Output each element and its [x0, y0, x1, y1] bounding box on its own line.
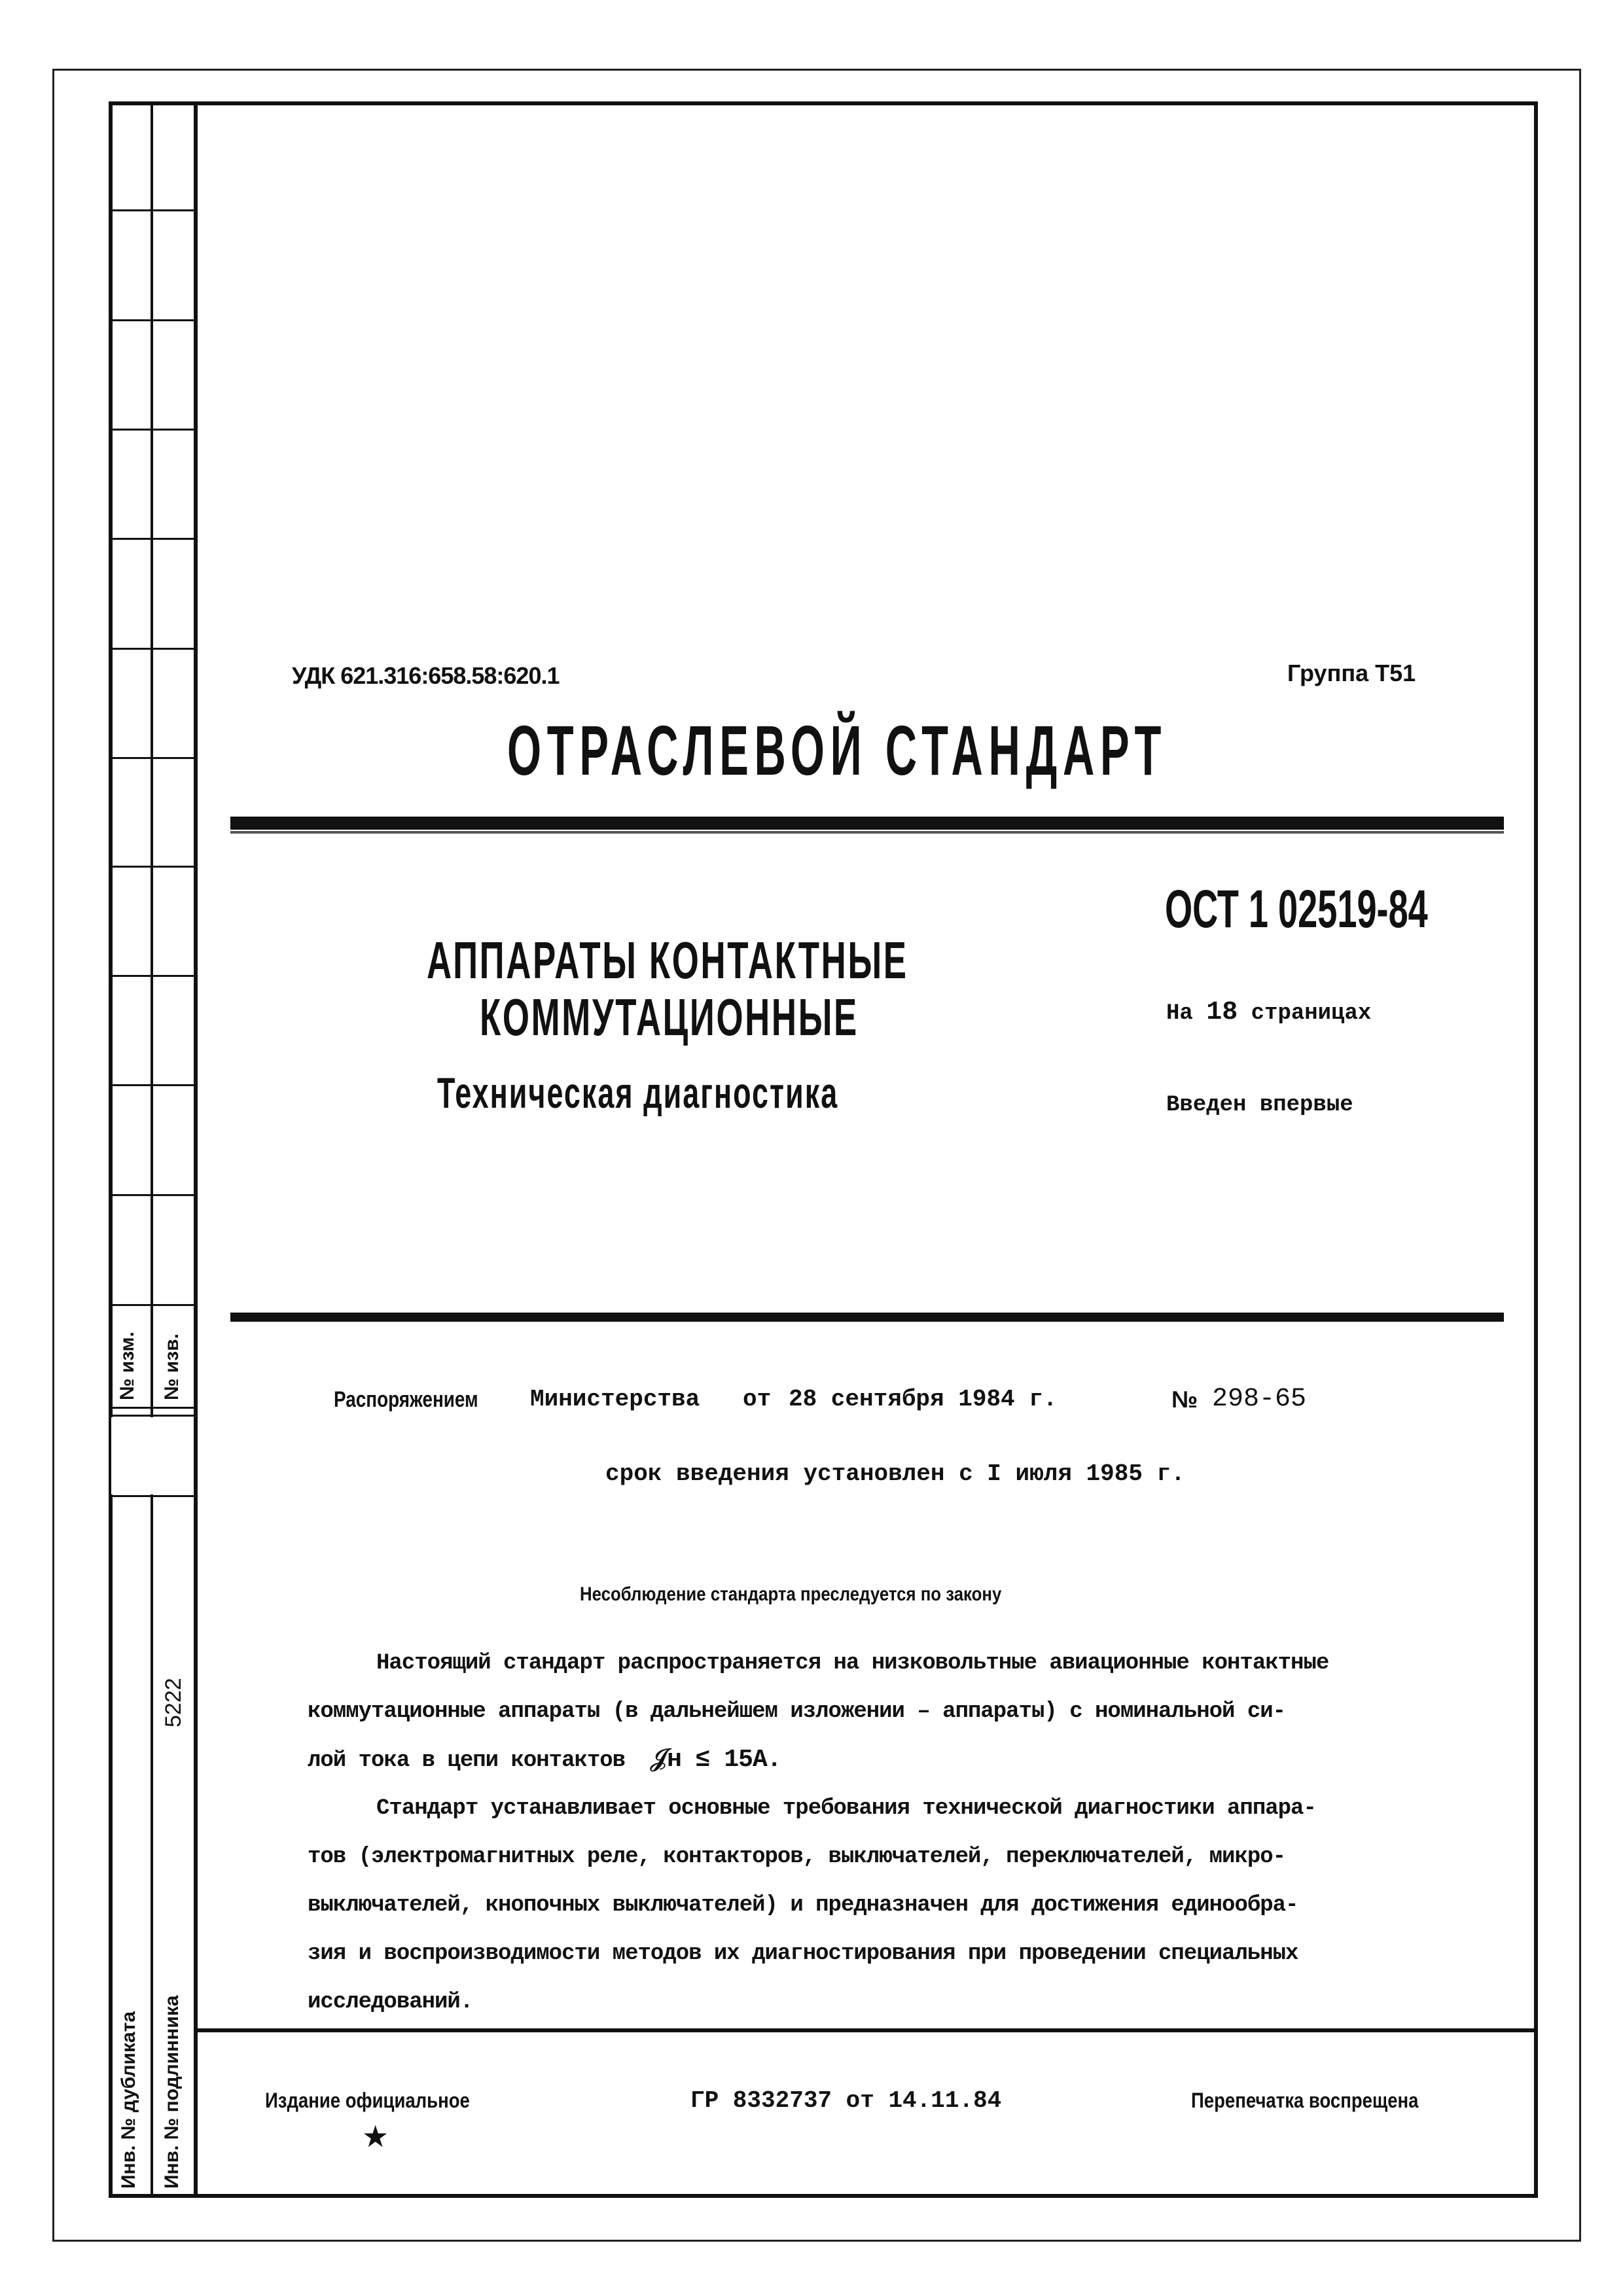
current-formula: 𝒥н ≤ 15А.	[650, 1746, 781, 1774]
paragraph-2-line-1: Стандарт устанавливает основные требования технической диагностики аппара-	[376, 1796, 1316, 1821]
doc-subtitle: Техническая диагностика	[437, 1069, 839, 1117]
doc-title-line1: АППАРАТЫ КОНТАКТНЫЕ	[427, 931, 908, 989]
doc-code: ОСТ 1 02519-84	[1165, 879, 1428, 939]
footer-rule	[195, 2028, 1538, 2032]
udk-code: УДК 621.316:658.58:620.1	[292, 662, 560, 689]
doc-pages-count: 18	[1206, 998, 1238, 1027]
legal-warning: Несоблюдение стандарта преследуется по закону	[580, 1583, 1002, 1605]
order-date: 28 сентября 1984 г.	[789, 1386, 1058, 1413]
sidebar-duplicate-inv: Инв. № дубликата	[118, 2011, 139, 2189]
paragraph-1-line-1: Настоящий стандарт распространяется на низковольтные авиационные контактные	[376, 1651, 1329, 1676]
sidebar-original-inv: Инв. № подлинника	[161, 1995, 183, 2189]
order-number-label: №	[1171, 1386, 1198, 1413]
order-ministry: Министерства	[530, 1386, 700, 1413]
edition-official: Издание официальное	[265, 2089, 470, 2112]
paragraph-1-line-3: лой тока в цепи контактов 𝒥н ≤ 15А.	[308, 1746, 781, 1774]
paragraph-1-line-2: коммутационные аппараты (в дальнейшем изложении – аппараты) с номинальной си-	[308, 1699, 1286, 1724]
order-from: от	[743, 1386, 772, 1413]
paragraph-2	[308, 1784, 1459, 2026]
bottom-rule	[230, 1313, 1504, 1322]
order-word: Распоряжением	[334, 1387, 478, 1412]
paragraph-2-line-4: зия и воспроизводимости методов их диагностирования при проведении специальных	[308, 1941, 1298, 1966]
paragraph-2-line-2: тов (электромагнитных реле, контакторов, выключателей, переключателей, микро-	[308, 1845, 1286, 1869]
paragraph-1	[308, 1639, 1459, 1785]
sidebar-notice-no: № изв.	[161, 1333, 183, 1400]
sidebar-change-no: № изм.	[116, 1332, 138, 1400]
paragraph-2-line-3: выключателей, кнопочных выключателей) и предназначен для достижения единообра-	[308, 1893, 1298, 1918]
effective-date: срок введения установлен с I июля 1985 г.	[605, 1460, 1185, 1487]
doc-title-line2: КОММУТАЦИОННЫЕ	[480, 988, 859, 1046]
sidebar-original-inv-value: 5222	[161, 1678, 186, 1727]
reprint-prohibited: Перепечатка воспрещена	[1191, 2089, 1419, 2112]
page-title: ОТРАСЛЕВОЙ СТАНДАРТ	[507, 711, 1168, 790]
order-number: 298-65	[1212, 1385, 1307, 1414]
doc-introduced: Введен впервые	[1166, 1093, 1353, 1118]
top-rule-thin	[230, 831, 1504, 834]
star-icon: ★	[362, 2119, 389, 2153]
doc-pages: На 18 страницах	[1166, 998, 1372, 1027]
top-rule	[230, 817, 1504, 830]
group-label: Группа Т51	[1287, 660, 1416, 686]
registration-number: ГР 8332737 от 14.11.84	[690, 2087, 1002, 2114]
paragraph-2-line-5: исследований.	[308, 1990, 473, 2015]
